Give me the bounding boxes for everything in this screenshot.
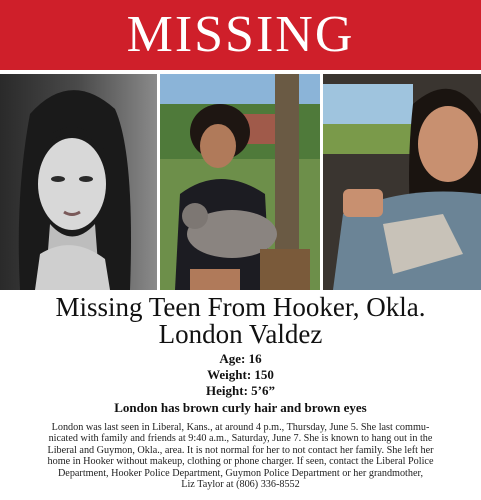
age-stat: Age: 16 (219, 351, 262, 366)
car-selfie-photo (323, 74, 481, 290)
headline-title: Missing Teen From Hooker, Okla. (55, 292, 426, 322)
details-paragraph (10, 422, 471, 490)
details-line: Liberal and Guymon, Okla., area. It is not normal for her to not contact her family. She left her (47, 444, 434, 456)
photo-strip (0, 74, 481, 290)
portrait-photo (0, 74, 157, 290)
details-line: Liz Taylor at (806) 336-8552 (181, 479, 300, 491)
details-line: Department, Hooker Police Department, Guymon Police Department or her grandmother, (57, 467, 424, 479)
banner-title: MISSING (126, 6, 355, 63)
photo-with-cat (160, 74, 320, 290)
missing-banner (0, 0, 481, 70)
appearance-description: London has brown curly hair and brown eyes (114, 400, 367, 415)
details-line: nicated with family and friends at 9:40 a.m., Saturday, June 7. She is known to hang out in the (48, 433, 433, 445)
height-stat: Height: 5’6” (206, 383, 275, 398)
weight-stat: Weight: 150 (207, 367, 274, 382)
details-line: London was last seen in Liberal, Kans., at around 4 p.m., Thursday, June 5. She last commu- (51, 422, 430, 433)
person-name: London Valdez (158, 319, 323, 349)
details-line: home in Hooker without makeup, clothing or phone charger. If seen, contact the Liberal Police (47, 456, 434, 468)
